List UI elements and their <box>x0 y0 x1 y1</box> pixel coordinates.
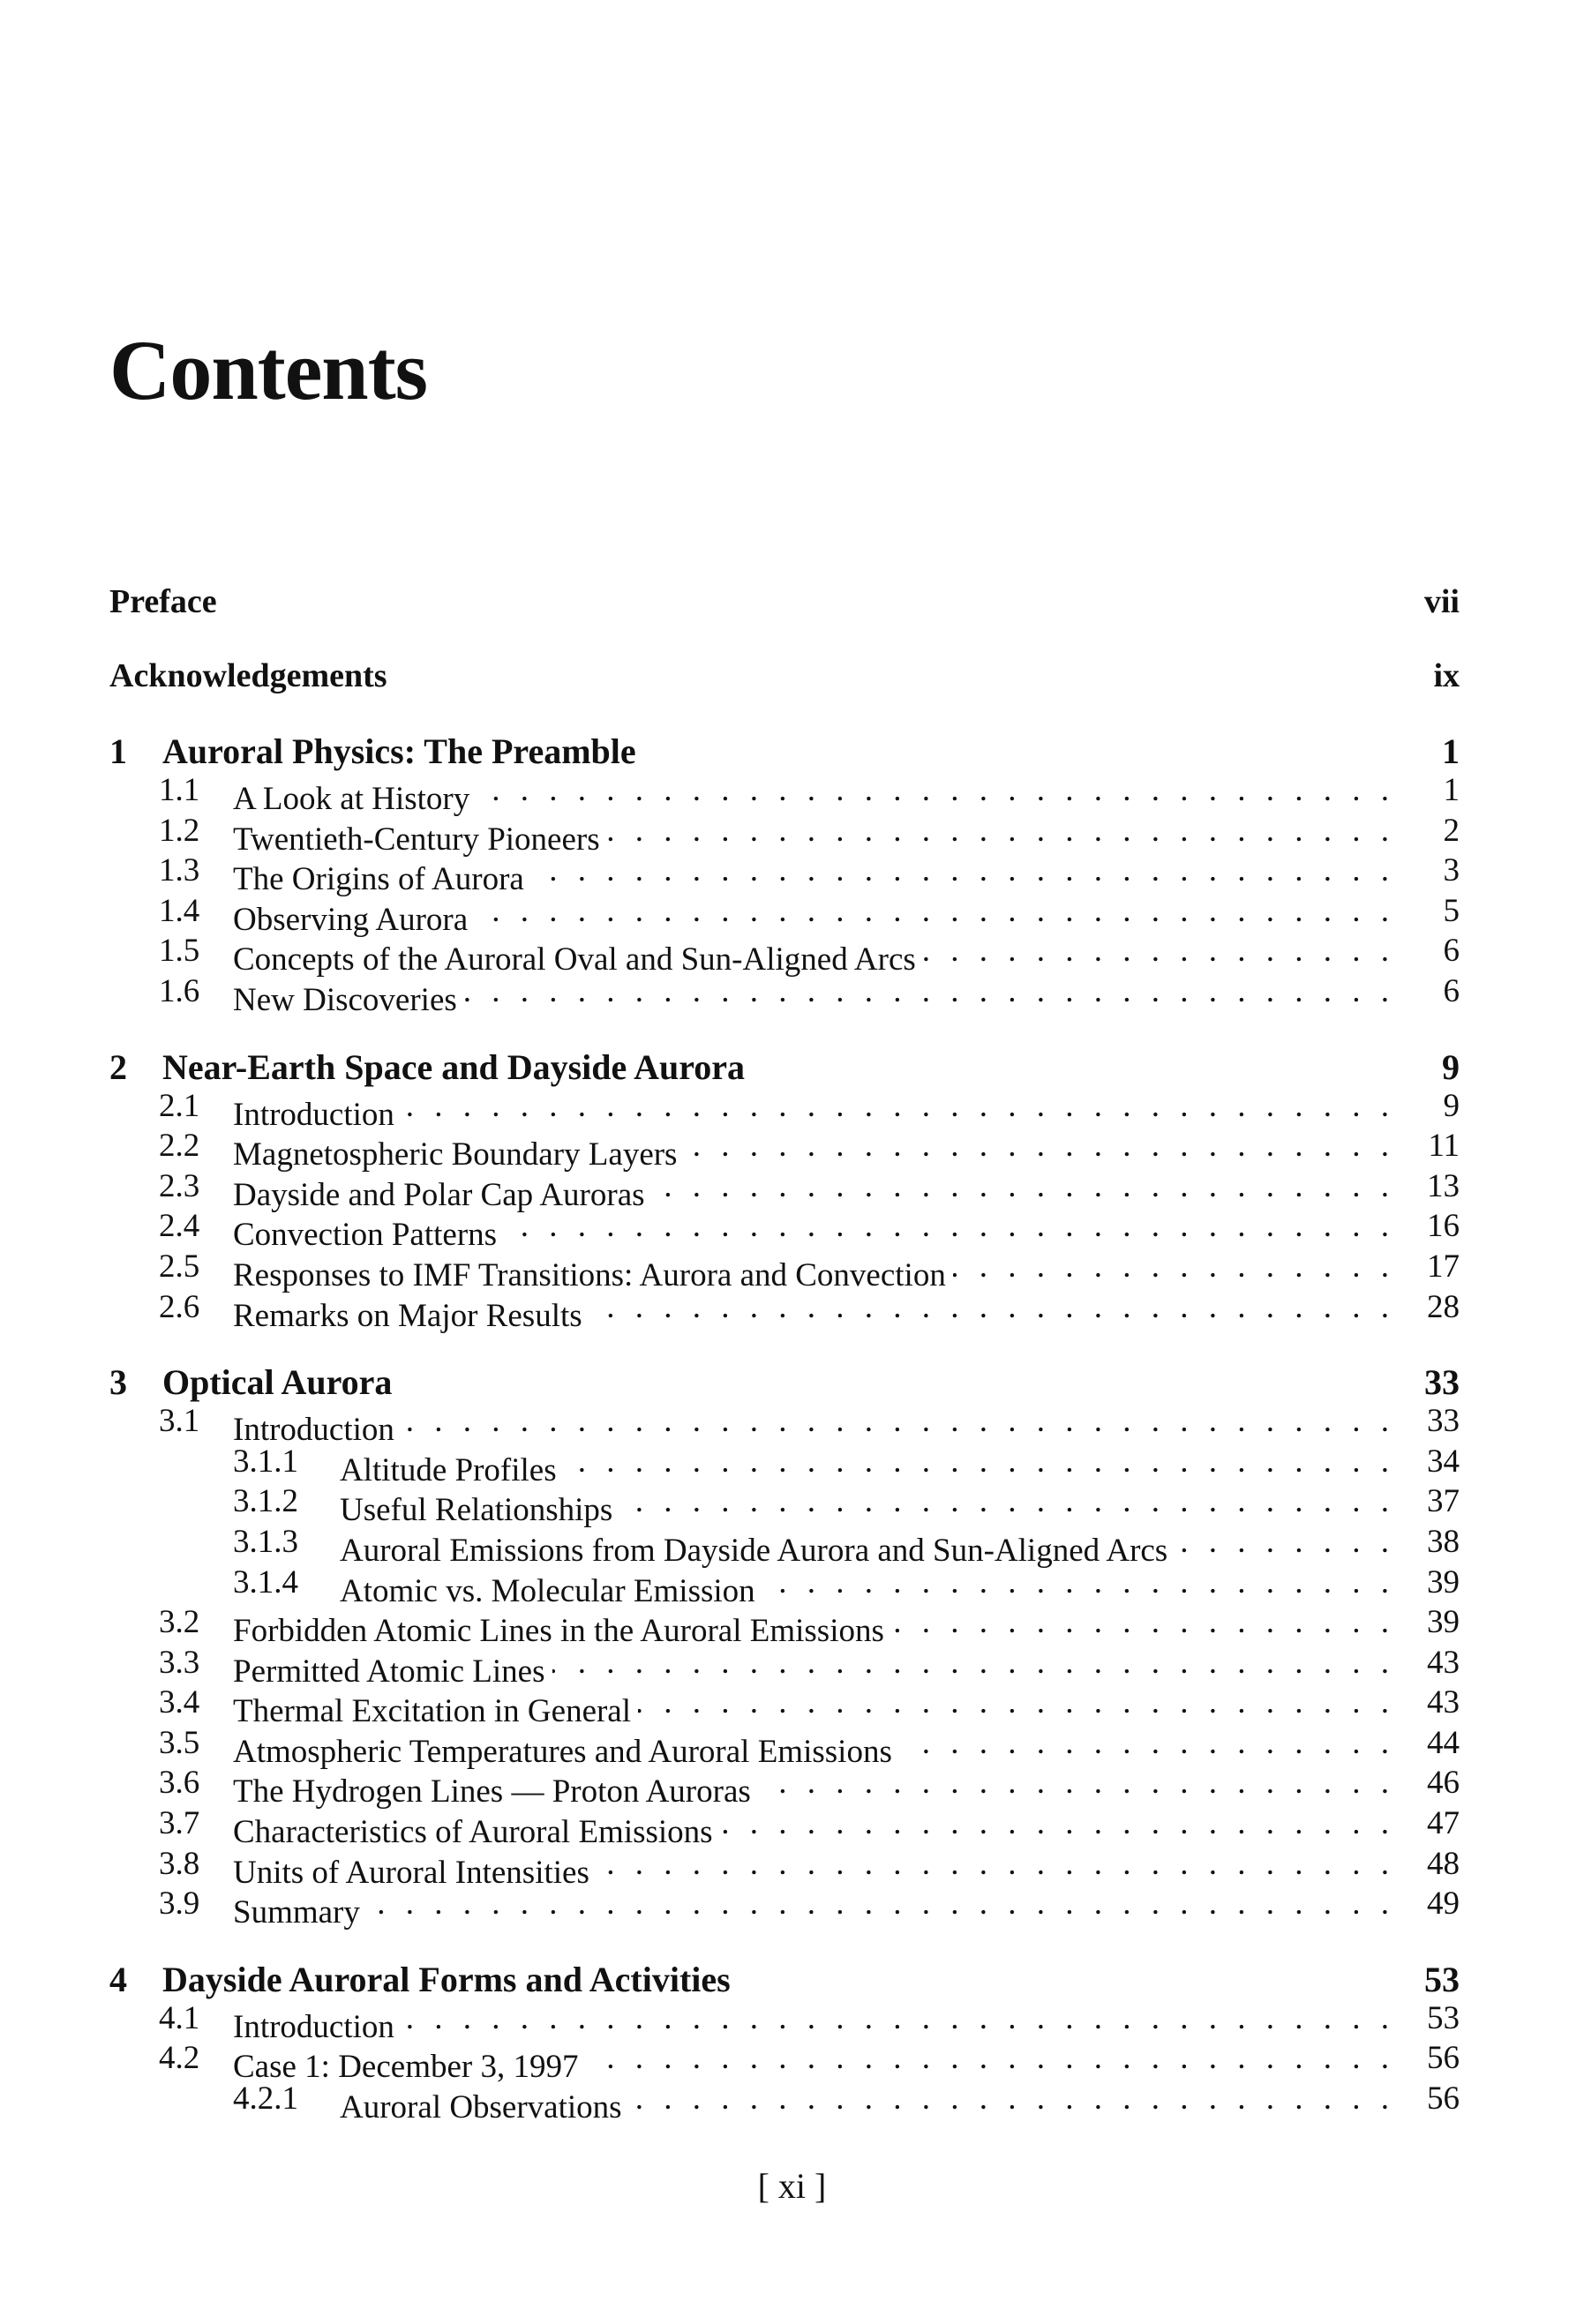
toc-entry-title: Atomic vs. Molecular Emission <box>340 1572 755 1609</box>
toc-section-row[interactable] <box>109 2039 1460 2086</box>
toc-page-number: 11 <box>1428 1128 1460 1165</box>
dot-leader <box>953 1248 1389 1286</box>
toc-entry-title: Auroral Observations <box>340 2089 622 2126</box>
toc-section-row[interactable] <box>109 812 1460 858</box>
toc-entry-title: Introduction <box>233 2008 394 2045</box>
toc-entry-number: 3.6 <box>159 1765 200 1802</box>
toc-entry-number: 3.5 <box>159 1724 200 1761</box>
toc-page-number: 47 <box>1427 1805 1460 1842</box>
dot-leader <box>402 1402 1389 1440</box>
toc-section-row[interactable] <box>109 972 1460 1018</box>
toc-entry-number: 1.4 <box>159 892 200 929</box>
toc-entry-title: Remarks on Major Results <box>233 1297 582 1334</box>
dot-leader <box>552 1644 1389 1682</box>
toc-entry-title: Auroral Emissions from Dayside Aurora and Sun-Aligned Arcs <box>340 1532 1168 1569</box>
toc-subsection-row[interactable] <box>109 1523 1460 1569</box>
toc-section-row[interactable] <box>109 1402 1460 1449</box>
dot-leader <box>762 1563 1389 1601</box>
dot-leader <box>475 892 1389 930</box>
toc-entry-title: Useful Relationships <box>340 1492 613 1529</box>
toc-page-number: 33 <box>1424 1362 1460 1403</box>
toc-entry-title: Introduction <box>233 1096 394 1133</box>
toc-entry-title: Magnetospheric Boundary Layers <box>233 1136 678 1173</box>
toc-entry-title-wrap <box>233 1885 1389 1931</box>
toc-section-row[interactable] <box>109 1764 1460 1810</box>
toc-chapter-row[interactable] <box>109 1046 1460 1087</box>
toc-chapter-number: 3 <box>109 1362 127 1403</box>
toc-section-row[interactable] <box>109 1724 1460 1770</box>
toc-page-number: 46 <box>1427 1765 1460 1802</box>
toc-entry-title: A Look at History <box>233 781 470 817</box>
toc-entry-title-wrap <box>233 1288 1389 1335</box>
toc-entry-number: 2.3 <box>159 1167 200 1204</box>
toc-chapter-row[interactable] <box>109 1959 1460 1999</box>
toc-page-number: vii <box>1423 583 1460 620</box>
toc-chapter-row[interactable] <box>109 731 1460 771</box>
dot-leader <box>619 1482 1389 1520</box>
toc-entry-title: The Hydrogen Lines — Proton Auroras <box>233 1773 751 1810</box>
toc-entry-title: New Discoveries <box>233 981 457 1018</box>
toc-chapter-number: 1 <box>109 731 127 771</box>
dot-leader <box>367 1885 1389 1923</box>
toc-entry-title: Introduction <box>233 1412 394 1449</box>
dot-leader <box>899 1724 1389 1762</box>
toc-page-number: 53 <box>1424 1959 1460 1999</box>
toc-entry-title: Summary <box>233 1894 360 1931</box>
toc-entry-number: 2.2 <box>159 1128 200 1165</box>
toc-entry-title-wrap <box>340 2080 1389 2126</box>
toc-entry-number: 3.7 <box>159 1805 200 1842</box>
toc-subsection-row[interactable] <box>109 1482 1460 1529</box>
toc-entry-title: Concepts of the Auroral Oval and Sun-Aligned Arcs <box>233 941 916 978</box>
dot-leader <box>564 1443 1389 1481</box>
toc-entry-title: Permitted Atomic Lines <box>233 1653 545 1690</box>
toc-entry-title: Responses to IMF Transitions: Aurora and Convection <box>233 1256 946 1293</box>
toc-entry-number: 1.5 <box>159 933 200 970</box>
toc-entry-number: 2.1 <box>159 1087 200 1124</box>
toc-section-row[interactable] <box>109 771 1460 817</box>
toc-page-number: 28 <box>1427 1288 1460 1325</box>
toc-entry-number: 4.1 <box>159 1999 200 2036</box>
toc-section-row[interactable] <box>109 1683 1460 1730</box>
toc-page-number: 39 <box>1427 1563 1460 1601</box>
toc-entry-number: 1.3 <box>159 852 200 889</box>
toc-entry-number: 3.9 <box>159 1885 200 1923</box>
dot-leader <box>585 2039 1389 2077</box>
dot-leader <box>923 932 1389 970</box>
toc-page-number: 56 <box>1427 2080 1460 2118</box>
toc-entry-title: Thermal Excitation in General <box>233 1693 632 1730</box>
toc-section-row[interactable] <box>109 1644 1460 1690</box>
toc-section-row[interactable] <box>109 1087 1460 1133</box>
dot-leader <box>638 1683 1389 1721</box>
toc-page-number: 2 <box>1443 812 1460 849</box>
toc-page-number: 1 <box>1443 772 1460 808</box>
toc-entry-number: 1.1 <box>159 772 200 808</box>
toc-section-row[interactable] <box>109 1999 1460 2045</box>
toc-page-number: 49 <box>1427 1885 1460 1923</box>
toc-page-number: 13 <box>1427 1167 1460 1204</box>
toc-entry-title: Altitude Profiles <box>340 1451 557 1488</box>
toc-section-row[interactable] <box>109 1207 1460 1254</box>
toc-entry-title: Units of Auroral Intensities <box>233 1854 589 1891</box>
toc-section-row[interactable] <box>109 1248 1460 1293</box>
toc-chapter-number: 2 <box>109 1046 127 1087</box>
table-of-contents <box>109 582 1460 2126</box>
dot-leader <box>652 1167 1389 1205</box>
toc-page-number: 6 <box>1443 972 1460 1009</box>
toc-page-number: 48 <box>1427 1845 1460 1882</box>
toc-entry-number: 1.2 <box>159 812 200 849</box>
dot-leader <box>464 972 1389 1010</box>
toc-entry-number: 3.1.4 <box>233 1563 298 1601</box>
toc-entry-number: 2.6 <box>159 1288 200 1325</box>
toc-page-number: 34 <box>1427 1443 1460 1480</box>
toc-section-row[interactable] <box>109 1288 1460 1334</box>
toc-entry-title: Twentieth-Century Pioneers <box>233 821 600 858</box>
toc-entry-number: 3.1.3 <box>233 1523 298 1560</box>
toc-entry-number: 3.3 <box>159 1644 200 1681</box>
toc-entry-title: Case 1: December 3, 1997 <box>233 2049 579 2086</box>
dot-leader <box>402 1087 1389 1125</box>
toc-entry-title: Preface <box>109 583 217 620</box>
toc-subsection-row[interactable] <box>109 1563 1460 1609</box>
toc-subsection-row[interactable] <box>109 1443 1460 1488</box>
toc-page-number: 9 <box>1442 1046 1460 1087</box>
toc-chapter-row[interactable] <box>109 1361 1460 1402</box>
toc-entry-title: Acknowledgements <box>109 657 387 694</box>
dot-leader <box>758 1764 1389 1802</box>
toc-entry-number: 3.4 <box>159 1684 200 1721</box>
toc-entry-number: 3.1.2 <box>233 1483 298 1520</box>
toc-entry-title: Dayside and Polar Cap Auroras <box>233 1176 645 1213</box>
toc-entry-number: 3.2 <box>159 1604 200 1641</box>
toc-page-number: 43 <box>1427 1644 1460 1681</box>
toc-entry-number: 4.2.1 <box>233 2080 298 2118</box>
toc-page-number: 3 <box>1443 852 1460 889</box>
toc-entry-title: The Origins of Aurora <box>233 861 524 898</box>
dot-leader <box>607 812 1389 850</box>
toc-entry-number: 3.8 <box>159 1845 200 1882</box>
toc-entry-title: Characteristics of Auroral Emissions <box>233 1814 713 1851</box>
toc-section-row[interactable] <box>109 892 1460 938</box>
toc-front-matter-row[interactable] <box>109 582 1460 656</box>
toc-chapter-title: Near-Earth Space and Dayside Aurora <box>162 1046 745 1087</box>
page-title: Contents <box>109 323 428 417</box>
toc-page-number: 1 <box>1442 731 1460 771</box>
toc-page-number: ix <box>1433 657 1460 694</box>
toc-chapter-title: Dayside Auroral Forms and Activities <box>162 1959 731 1999</box>
toc-section-row[interactable] <box>109 851 1460 898</box>
dot-leader <box>504 1207 1389 1245</box>
dot-leader <box>589 1288 1389 1326</box>
toc-entry-title-wrap <box>233 972 1389 1019</box>
toc-entry-title: Forbidden Atomic Lines in the Auroral Emissions <box>233 1613 884 1650</box>
dot-leader <box>720 1804 1389 1842</box>
page-number: [ xi ] <box>757 2166 827 2206</box>
toc-section-row[interactable] <box>109 1167 1460 1213</box>
toc-front-matter-row[interactable] <box>109 656 1460 731</box>
toc-page-number: 9 <box>1443 1087 1460 1124</box>
toc-page-number: 44 <box>1427 1724 1460 1761</box>
toc-section-row[interactable] <box>109 1845 1460 1891</box>
dot-leader <box>597 1845 1389 1883</box>
toc-page-number: 43 <box>1427 1684 1460 1721</box>
toc-entry-number: 4.2 <box>159 2040 200 2077</box>
toc-page-number: 33 <box>1427 1403 1460 1440</box>
toc-entry-title: Convection Patterns <box>233 1217 498 1254</box>
toc-entry-number: 3.1.1 <box>233 1443 298 1480</box>
toc-subsection-row[interactable] <box>109 2080 1460 2126</box>
toc-entry-title: Observing Aurora <box>233 901 469 938</box>
toc-page-number: 56 <box>1427 2040 1460 2077</box>
toc-section-row[interactable] <box>109 1804 1460 1851</box>
dot-leader <box>1175 1523 1389 1561</box>
toc-page-number: 53 <box>1427 1999 1460 2036</box>
toc-page-number: 39 <box>1427 1604 1460 1641</box>
dot-leader <box>629 2080 1389 2118</box>
toc-page-number: 17 <box>1427 1248 1460 1285</box>
toc-chapter-number: 4 <box>109 1959 127 1999</box>
toc-page-number: 6 <box>1443 933 1460 970</box>
toc-entry-title: Atmospheric Temperatures and Auroral Emissions <box>233 1733 892 1770</box>
toc-section-row[interactable] <box>109 1885 1460 1931</box>
toc-entry-number: 2.5 <box>159 1248 200 1285</box>
toc-page-number: 5 <box>1443 892 1460 929</box>
toc-chapter-title: Auroral Physics: The Preamble <box>162 731 636 771</box>
toc-chapter-title: Optical Aurora <box>162 1362 393 1403</box>
toc-page-number: 16 <box>1427 1208 1460 1245</box>
dot-leader <box>891 1603 1389 1641</box>
toc-entry-number: 1.6 <box>159 972 200 1009</box>
dot-leader <box>684 1127 1389 1165</box>
toc-entry-number: 3.1 <box>159 1403 200 1440</box>
dot-leader <box>477 771 1389 809</box>
dot-leader <box>402 1999 1389 2037</box>
toc-entry-number: 2.4 <box>159 1208 200 1245</box>
toc-section-row[interactable] <box>109 1127 1460 1173</box>
dot-leader <box>531 851 1389 889</box>
toc-page-number: 37 <box>1427 1483 1460 1520</box>
toc-page-number: 38 <box>1427 1523 1460 1560</box>
toc-section-row[interactable] <box>109 932 1460 978</box>
toc-section-row[interactable] <box>109 1603 1460 1650</box>
